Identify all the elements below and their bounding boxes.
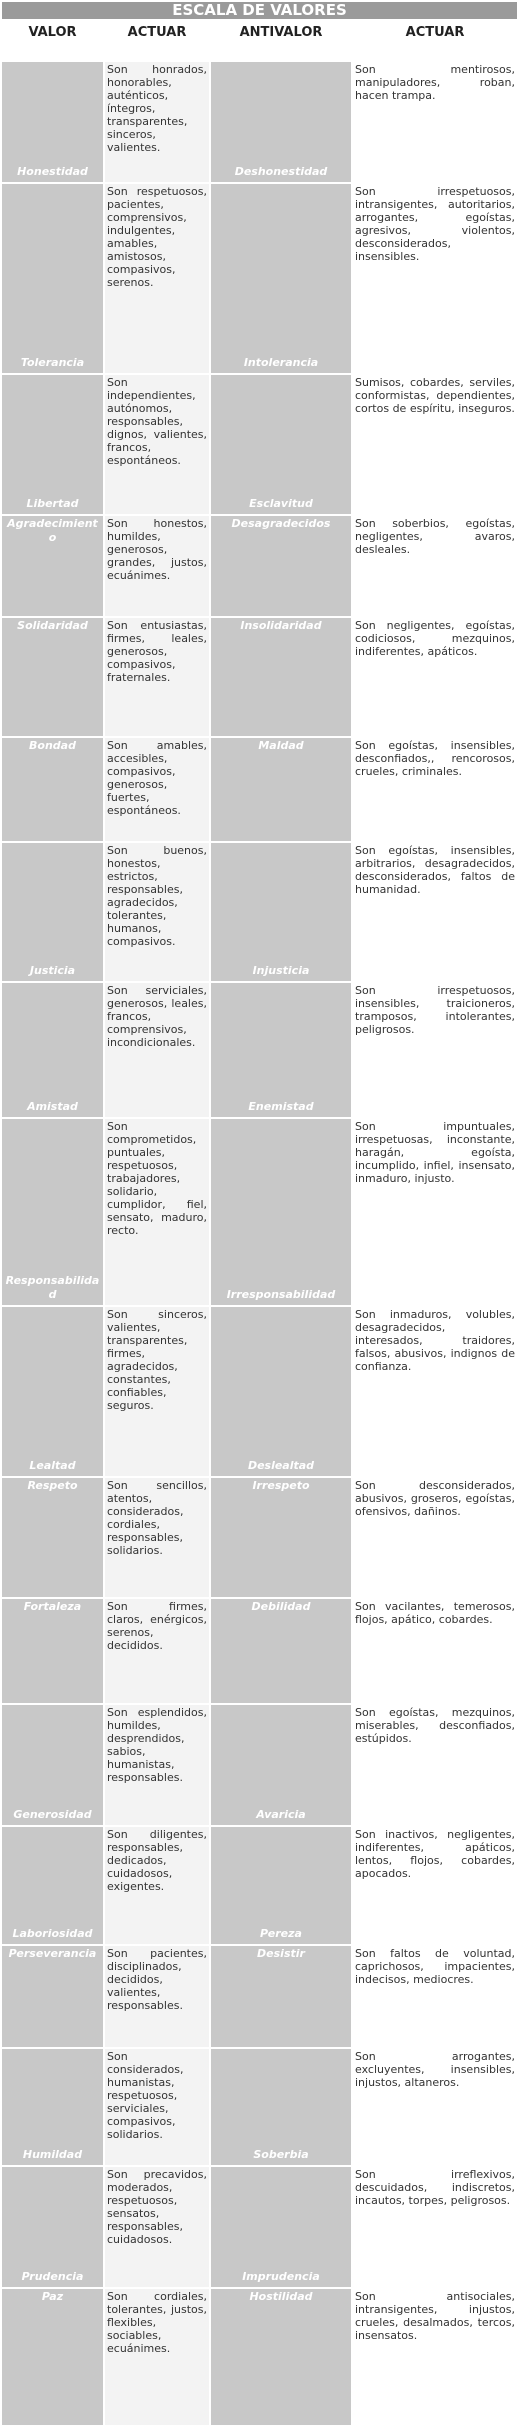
- value-name-cell: Fortaleza: [2, 1599, 103, 1703]
- table-row: [2, 1827, 517, 1944]
- value-actuar-cell: Son honrados, honorables, auténticos, íntegros, transparentes, sinceros, valientes.: [105, 62, 209, 182]
- antivalue-name-cell: Imprudencia: [211, 2167, 351, 2287]
- antivalue-name-cell: Insolidaridad: [211, 618, 351, 736]
- table-body: [2, 62, 517, 2425]
- antivalue-actuar-cell: Son negligentes, egoístas, codiciosos, mezquinos, indiferentes, apáticos.: [353, 618, 517, 736]
- table-row: [2, 1705, 517, 1825]
- value-actuar-cell: Son sencillos, atentos, considerados, cordiales, responsables, solidarios.: [105, 1478, 209, 1597]
- antivalue-name-cell: Deshonestidad: [211, 62, 351, 182]
- antivalue-name-cell: Soberbia: [211, 2049, 351, 2165]
- antivalue-actuar-cell: Son antisociales, intransigentes, injustos, crueles, desalmados, tercos, insensatos.: [353, 2289, 517, 2425]
- antivalue-actuar-cell: Sumisos, cobardes, serviles, conformistas, dependientes, cortos de espíritu, inseguros.: [353, 375, 517, 514]
- value-name-cell: Perseverancia: [2, 1946, 103, 2047]
- value-name-cell: Amistad: [2, 983, 103, 1117]
- antivalue-actuar-cell: Son arrogantes, excluyentes, insensibles, injustos, altaneros.: [353, 2049, 517, 2165]
- value-actuar-cell: Son pacientes, disciplinados, decididos, valientes, responsables.: [105, 1946, 209, 2047]
- antivalue-actuar-cell: Son soberbios, egoístas, negligentes, avaros, desleales.: [353, 516, 517, 616]
- table-row: [2, 62, 517, 182]
- table-title: ESCALA DE VALORES: [2, 2, 517, 19]
- value-actuar-cell: Son entusiastas, firmes, leales, generosos, compasivos, fraternales.: [105, 618, 209, 736]
- value-actuar-cell: Son independientes, autónomos, responsables, dignos, valientes, francos, espontáneos.: [105, 375, 209, 514]
- antivalue-name-cell: Enemistad: [211, 983, 351, 1117]
- antivalue-name-cell: Desistir: [211, 1946, 351, 2047]
- header-row: [2, 21, 517, 60]
- header-anti-actuar: ACTUAR: [353, 21, 517, 60]
- table-row: [2, 1119, 517, 1305]
- table-row: [2, 738, 517, 841]
- header-actuar: ACTUAR: [105, 21, 209, 60]
- table-row: [2, 843, 517, 981]
- value-actuar-cell: Son diligentes, responsables, dedicados, cuidadosos, exigentes.: [105, 1827, 209, 1944]
- antivalue-actuar-cell: Son faltos de voluntad, caprichosos, impacientes, indecisos, mediocres.: [353, 1946, 517, 2047]
- table-row: [2, 1599, 517, 1703]
- value-name-cell: Generosidad: [2, 1705, 103, 1825]
- value-actuar-cell: Son sinceros, valientes, transparentes, firmes, agradecidos, constantes, confiables, seguros.: [105, 1307, 209, 1476]
- value-actuar-cell: Son serviciales, generosos, leales, francos, comprensivos, incondicionales.: [105, 983, 209, 1117]
- table-row: [2, 2167, 517, 2287]
- antivalue-name-cell: Irrespeto: [211, 1478, 351, 1597]
- value-actuar-cell: Son honestos, humildes, generosos, grandes, justos, ecuánimes.: [105, 516, 209, 616]
- value-name-cell: Prudencia: [2, 2167, 103, 2287]
- value-name-cell: Honestidad: [2, 62, 103, 182]
- antivalue-actuar-cell: Son irrespetuosos, intransigentes, autoritarios, arrogantes, egoístas, agresivos, violentos, desconsiderados, insensibles.: [353, 184, 517, 373]
- value-actuar-cell: Son buenos, honestos, estrictos, responsables, agradecidos, tolerantes, humanos, compasivos.: [105, 843, 209, 981]
- table-row: [2, 375, 517, 514]
- table-row: [2, 1307, 517, 1476]
- antivalue-name-cell: Avaricia: [211, 1705, 351, 1825]
- antivalue-name-cell: Intolerancia: [211, 184, 351, 373]
- value-name-cell: Libertad: [2, 375, 103, 514]
- value-name-cell: Solidaridad: [2, 618, 103, 736]
- antivalue-actuar-cell: Son vacilantes, temerosos, flojos, apático, cobardes.: [353, 1599, 517, 1703]
- value-name-cell: Lealtad: [2, 1307, 103, 1476]
- antivalue-name-cell: Debilidad: [211, 1599, 351, 1703]
- value-actuar-cell: Son firmes, claros, enérgicos, serenos, decididos.: [105, 1599, 209, 1703]
- antivalue-actuar-cell: Son irreflexivos, descuidados, indiscretos, incautos, torpes, peligrosos.: [353, 2167, 517, 2287]
- value-name-cell: Tolerancia: [2, 184, 103, 373]
- antivalue-actuar-cell: Son egoístas, insensibles, arbitrarios, desagradecidos, desconsiderados, faltos de humanidad.: [353, 843, 517, 981]
- antivalue-name-cell: Desagradecidos: [211, 516, 351, 616]
- value-actuar-cell: Son comprometidos, puntuales, respetuosos, trabajadores, solidario, cumplidor, fiel, sensato, maduro, recto.: [105, 1119, 209, 1305]
- value-name-cell: Laboriosidad: [2, 1827, 103, 1944]
- header-valor: VALOR: [2, 21, 103, 60]
- table-row: [2, 2289, 517, 2425]
- value-name-cell: Agradecimiento: [2, 516, 103, 616]
- value-name-cell: Paz: [2, 2289, 103, 2425]
- table-row: [2, 516, 517, 616]
- table-row: [2, 184, 517, 373]
- value-actuar-cell: Son amables, accesibles, compasivos, generosos, fuertes, espontáneos.: [105, 738, 209, 841]
- title-row: [2, 2, 517, 19]
- table-row: [2, 2049, 517, 2165]
- antivalue-actuar-cell: Son irrespetuosos, insensibles, traicioneros, tramposos, intolerantes, peligrosos.: [353, 983, 517, 1117]
- antivalue-name-cell: Esclavitud: [211, 375, 351, 514]
- value-actuar-cell: Son precavidos, moderados, respetuosos, sensatos, responsables, cuidadosos.: [105, 2167, 209, 2287]
- antivalue-actuar-cell: Son inmaduros, volubles, desagradecidos, interesados, traidores, falsos, abusivos, indignos de confianza.: [353, 1307, 517, 1476]
- table-row: [2, 1478, 517, 1597]
- antivalue-name-cell: Deslealtad: [211, 1307, 351, 1476]
- antivalue-name-cell: Irresponsabilidad: [211, 1119, 351, 1305]
- antivalue-actuar-cell: Son egoístas, insensibles, desconfiados,, rencorosos, crueles, criminales.: [353, 738, 517, 841]
- value-actuar-cell: Son cordiales, tolerantes, justos, flexibles, sociables, ecuánimes.: [105, 2289, 209, 2425]
- value-actuar-cell: Son respetuosos, pacientes, comprensivos, indulgentes, amables, amistosos, compasivos, serenos.: [105, 184, 209, 373]
- header-antivalor: ANTIVALOR: [211, 21, 351, 60]
- antivalue-actuar-cell: Son egoístas, mezquinos, miserables, desconfiados, estúpidos.: [353, 1705, 517, 1825]
- table-row: [2, 983, 517, 1117]
- antivalue-name-cell: Injusticia: [211, 843, 351, 981]
- value-name-cell: Bondad: [2, 738, 103, 841]
- value-name-cell: Justicia: [2, 843, 103, 981]
- table-row: [2, 1946, 517, 2047]
- value-actuar-cell: Son considerados, humanistas, respetuosos, serviciales, compasivos, solidarios.: [105, 2049, 209, 2165]
- antivalue-actuar-cell: Son impuntuales, irrespetuosas, inconstante, haragán, egoísta, incumplido, infiel, insensato, inmaduro, injusto.: [353, 1119, 517, 1305]
- antivalue-actuar-cell: Son inactivos, negligentes, indiferentes, apáticos, lentos, flojos, cobardes, apocados.: [353, 1827, 517, 1944]
- value-name-cell: Respeto: [2, 1478, 103, 1597]
- value-actuar-cell: Son esplendidos, humildes, desprendidos, sabios, humanistas, responsables.: [105, 1705, 209, 1825]
- antivalue-name-cell: Maldad: [211, 738, 351, 841]
- antivalue-name-cell: Hostilidad: [211, 2289, 351, 2425]
- antivalue-name-cell: Pereza: [211, 1827, 351, 1944]
- table-row: [2, 618, 517, 736]
- antivalue-actuar-cell: Son mentirosos, manipuladores, roban, hacen trampa.: [353, 62, 517, 182]
- value-name-cell: Humildad: [2, 2049, 103, 2165]
- value-name-cell: Responsabilidad: [2, 1119, 103, 1305]
- antivalue-actuar-cell: Son desconsiderados, abusivos, groseros, egoístas, ofensivos, dañinos.: [353, 1478, 517, 1597]
